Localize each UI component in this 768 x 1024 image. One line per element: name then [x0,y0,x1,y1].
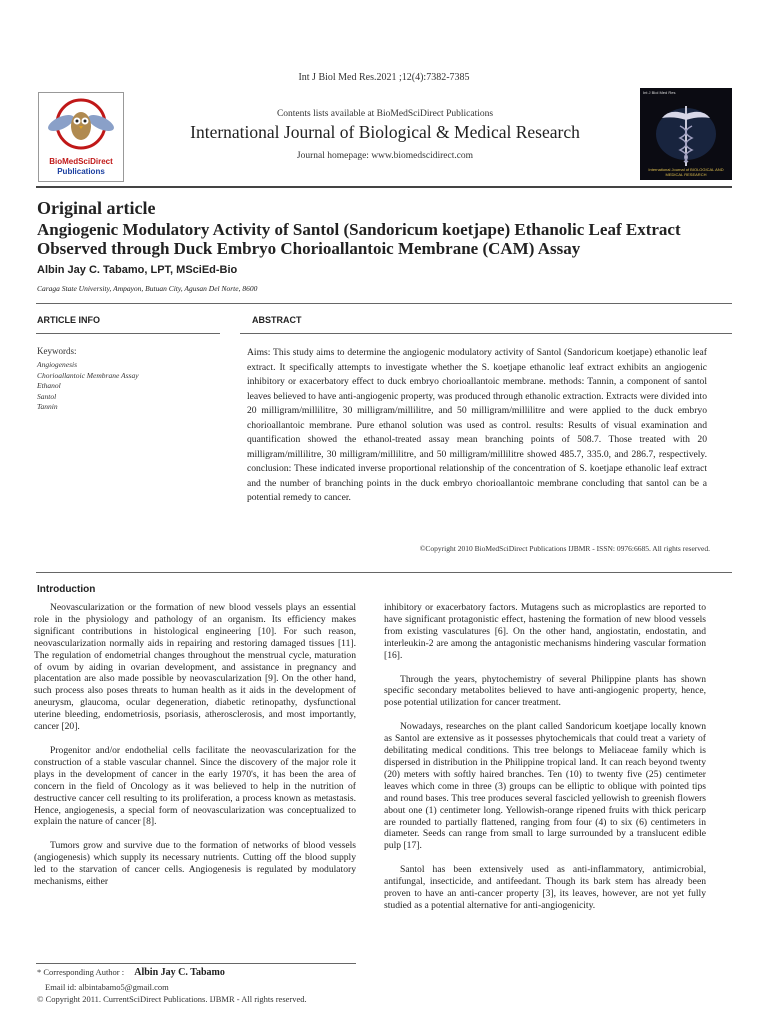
keywords-label: Keywords: [37,346,77,356]
footnote-divider [36,963,356,964]
abstract-heading: ABSTRACT [252,315,302,325]
article-type: Original article [37,198,156,218]
copyright-icon: © [37,994,44,1004]
body-column-right [384,602,706,924]
keyword-item: Ethanol [37,381,61,390]
article-info-heading: ARTICLE INFO [37,315,100,325]
journal-cover [640,88,732,180]
introduction-heading: Introduction [37,584,96,595]
publisher-logo [38,92,124,182]
owl-logo-icon [39,93,123,155]
keyword-item: Angiogenesis [37,360,77,369]
body-paragraph: Neovascularization or the formation of new blood vessels plays an essential role in the physiology and pathology of an organism. Its efficiency makes significant contributions in histological engineering [10]. For such reason, neovascularization normally aids in repairing and restoring damaged tissues [11]. The regulation of endometrial changes throughout the menstrual cycle, maturation of ovum by aiding in ovarian development, and assistance in pregnancy and placentation are also made possible by neovascularization [9]. On the other hand, such process also poses threats to human health as it aids in the development of aneurysm, glaucoma, ocular degeneration, diabetic retinopathy, dysfunctional uterine bleeding, endometriosis, psoriasis, atherosclerosis, and most importantly, cancer [20]. [34,602,356,733]
body-column-left [34,602,356,900]
citation: Int J Biol Med Res.2021 ;12(4):7382-7385 [298,72,470,83]
body-paragraph: Tumors grow and survive due to the formation of networks of blood vessels (angiogenesis) which supply its necessary nutrients. Cutting off the blood supply led to the starvation of cancer cells. Angiogenesis is regulated by modulatory mechanisms, either [34,840,356,888]
body-paragraph: inhibitory or exacerbatory factors. Mutagens such as microplastics are reported to have significant protagonistic effect, hastening the formation of new blood vessels from existing vasculatures [6]. On the other hand, angiostatin, endostatin, and interleukin-2 are among the antagonistic mechanisms hindering vascular formation [16]. [384,602,706,661]
body-paragraph: Nowadays, researches on the plant called Sandoricum koetjape locally known as Santol are extensive as it possesses phytochemicals that could treat a variety of debilitating medical conditions. This tree belongs to Meliaceae family which is dispersed in distribution in the Philippine tropical land. It can reach beyond twenty (20) meters with softly haired branches. Ten (10) to twenty five (25) centimeter leaves which come in three (3) groups can be elliptic to oblique with pointed tips and round bases. This tree produces several fascicled yellowish to greenish flowers about one (1) centimeter long. Yellowish-orange ripened fruits with thick pericarp are rounded to partially flattened, ranging from four (4) to six (6) centimeters in diameter. Seeds can range from small to large surrounded by a translucent edible pulp [17]. [384,721,706,852]
keywords-list [37,360,139,413]
journal-title: International Journal of Biological & Medical Research [190,122,580,142]
cover-title: Int J Biol Med Res [643,90,676,95]
footer-copyright: © Copyright 2011. CurrentSciDirect Publications. IJBMR - All rights reserved. [37,994,307,1004]
info-top-divider [36,303,732,304]
abstract-bottom-divider [36,572,732,573]
journal-homepage: Journal homepage: www.biomedscidirect.com [296,151,474,161]
corresponding-label: * Corresponding Author : [37,967,125,977]
author-email: Email id: albintabamo5@gmail.com [45,982,169,992]
logo-line-2: Publications [57,167,105,176]
keyword-item: Santol [37,391,57,401]
author-affiliation: Caraga State University, Ampayon, Butuan City, Agusan Del Norte, 8600 [37,284,258,293]
body-paragraph: Through the years, phytochemistry of several Philippine plants has shown specific secondary metabolites believed to have anti-angiogenic property, hence, pose potential utilization for cancer treatment. [384,673,706,709]
copyright-icon: © [419,544,426,553]
contents-note: Contents lists available at BioMedSciDirect Publications [276,109,494,119]
keyword-item: Tannin [37,402,58,411]
header-divider [36,186,732,188]
cover-subtitle: International Journal of BIOLOGICAL AND MEDICAL RESEARCH [648,167,724,177]
abstract-divider [240,333,732,334]
corresponding-name: Albin Jay C. Tabamo [134,967,225,978]
article-author: Albin Jay C. Tabamo, LPT, MSciEd-Bio [37,264,238,276]
corresponding-author [37,967,225,978]
body-paragraph: Progenitor and/or endothelial cells facilitate the neovascularization for the construction of a stable vascular channel. Since the discovery of the major role it plays in the development of cancer in the early 1970's, it has been the area of concern in the field of Oncology as it was believed to help in the nutrition of destructive cancer cell resulting to its proliferation, a process known as metastasis. Hence, angiogenesis, a special form of neovascularization was conceptualized to explain the nature of cancer [8]. [34,744,356,828]
keyword-item: Chorioallantoic Membrane Assay [37,370,139,380]
body-paragraph: Santol has been extensively used as anti-inflammatory, antimicrobial, antifungal, insecticide, and antifeedant. Though its bark stem has already been proven to have an anti-cancer property [3], its leaves, however, are not yet fully studied as a potential alternative for anti-angiogenicity. [384,864,706,911]
abstract-copyright: ©Copyright 2010 BioMedSciDirect Publications IJBMR - ISSN: 0976:6685. All rights reserved. [419,544,710,553]
logo-line-1: BioMedSciDirect [49,157,113,166]
info-divider [36,333,220,334]
article-title: Angiogenic Modulatory Activity of Santol (Sandoricum koetjape) Ethanolic Leaf Extract Observed through Duck Embryo Chorioallantoic Membrane (CAM) Assay [37,220,681,258]
abstract-text: Aims: This study aims to determine the angiogenic modulatory activity of Santol (Sandoricum koetjape) ethanolic leaf extract. It specifically attempts to investigate whether the S. koetjape ethanolic leaf extract exhibits an angiogenic inhibitory or exacerbatory effect to duck embryo chorioallantoic membrane. methods: Tannin, a component of santol leaves believed to have anti-angiogenic property, was produced through ethanolic extraction. Extracts were divided into 20 milligram/millilitre, 30 milligram/millilitre, and 50 milligram/millilitre and were applied to the duck embryo chorioallantoic membrane. Pure ethanol solution was used as control. results: Results of visual examination and quantification showed the ethanol-treated assay mean branching points of 508.7. Those treated with 20 milligram/millilitre, 30 milligram/millilitre, and 50 milligram/millilitre showed 485.7, 335.0, and 286.7, respectively. conclusion: These indicated inverse proportional relationship of the concentration of S. koetjape ethanolic leaf extract and the number of branching points in the duck embryo chorioallantoic membrane concluding that santol can be a potential remedy to cancer. [247,347,707,503]
